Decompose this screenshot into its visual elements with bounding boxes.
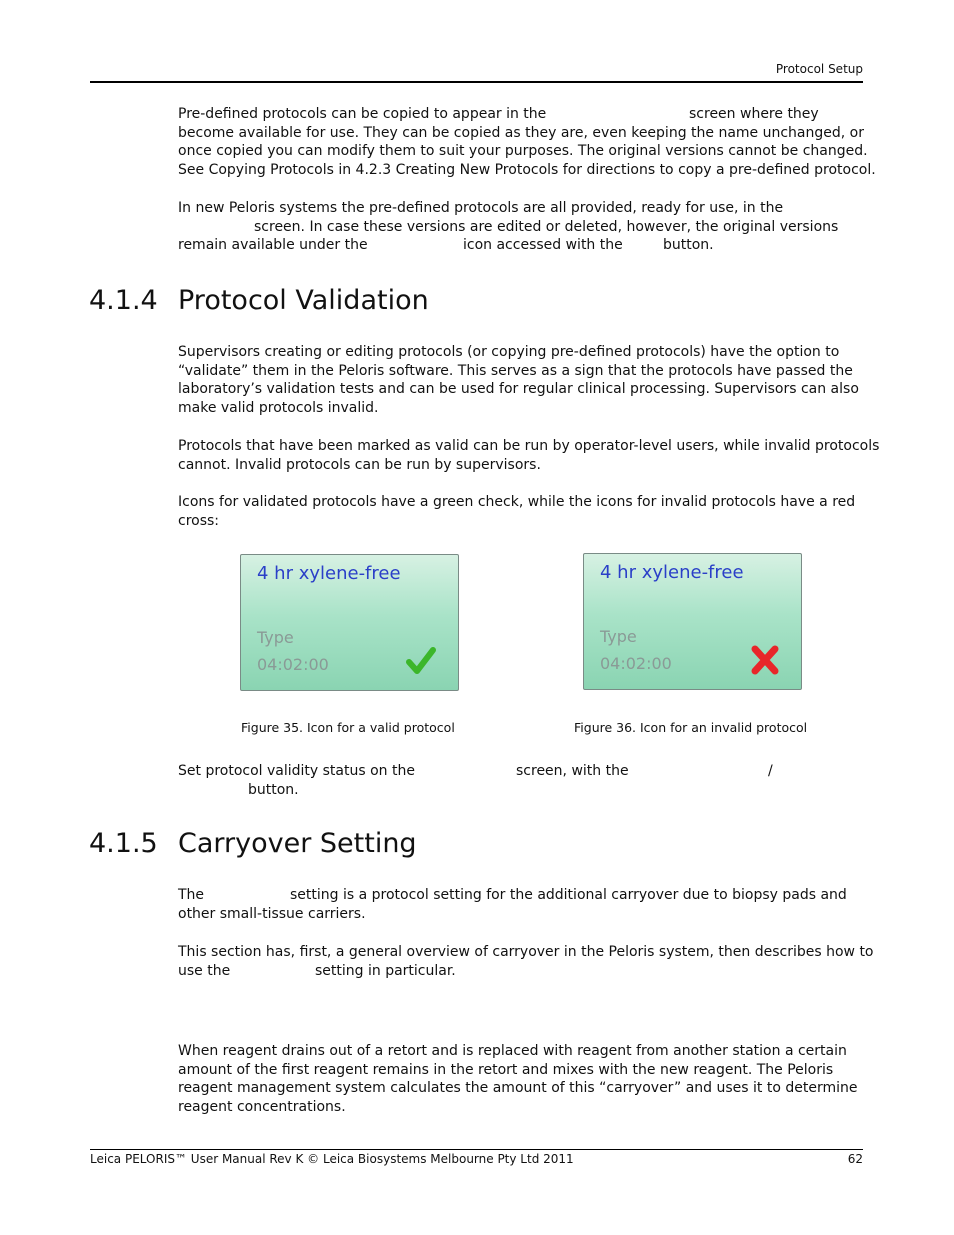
validation-paragraph-3 — [178, 493, 868, 530]
text-run: screen, with the — [516, 763, 629, 779]
section-title: Carryover Setting — [178, 828, 417, 859]
text-line: Icons for validated protocols have a green check, while the icons for invalid protocols have a red — [178, 494, 856, 510]
text-run: / — [768, 763, 773, 779]
text-line: reagent concentrations. — [178, 1099, 346, 1116]
text-line: once copied you can modify them to suit your purposes. The original versions cannot be changed. — [178, 143, 868, 160]
text-line: other small-tissue carriers. — [178, 905, 366, 922]
validation-paragraph-2 — [178, 437, 880, 474]
section-number: 4.1.5 — [89, 828, 158, 859]
protocol-type-label: Type — [600, 627, 637, 646]
text-run: screen where they — [689, 106, 819, 122]
carryover-paragraph-1 — [178, 886, 868, 923]
text-run: icon accessed with the — [463, 237, 623, 254]
text-run: setting in particular. — [315, 962, 456, 979]
text-line: amount of the first reagent remains in the retort and mixes with the new reagent. The Peloris — [178, 1061, 834, 1078]
text-run: The — [178, 887, 205, 903]
footer-copyright: Leica PELORIS™ User Manual Rev K © Leica Biosystems Melbourne Pty Ltd 2011 — [90, 1152, 574, 1166]
text-run: Set protocol validity status on the — [178, 763, 415, 779]
validation-paragraph-1 — [178, 343, 868, 418]
text-line: Supervisors creating or editing protocols (or copying pre-defined protocols) have the option to — [178, 344, 840, 360]
text-line: laboratory’s validation tests and can be used for regular clinical processing. Supervisors can also — [178, 381, 859, 398]
text-run: Pre-defined protocols can be copied to appear in the — [178, 106, 547, 122]
text-run: screen. In case these versions are edited or deleted, however, the original versions — [254, 218, 839, 235]
text-run: button. — [663, 237, 714, 254]
green-check-icon — [406, 646, 436, 676]
text-line: When reagent drains out of a retort and is replaced with reagent from another station a certain — [178, 1043, 847, 1059]
red-cross-icon — [751, 645, 779, 675]
text-line: reagent management system calculates the amount of this “carryover” and uses it to determine — [178, 1080, 858, 1097]
text-run: setting is a protocol setting for the additional carryover due to biopsy pads and — [290, 887, 847, 903]
footer-rule — [90, 1149, 863, 1150]
carryover-paragraph-2 — [178, 943, 874, 980]
protocol-icon-valid — [240, 554, 459, 691]
figure-caption-36: Figure 36. Icon for an invalid protocol — [574, 720, 808, 735]
figure-caption-35: Figure 35. Icon for a valid protocol — [241, 720, 455, 735]
text-line: make valid protocols invalid. — [178, 400, 379, 417]
section-number: 4.1.4 — [89, 285, 158, 316]
protocol-name: 4 hr xylene-free — [257, 563, 401, 584]
section-title: Protocol Validation — [178, 285, 429, 316]
text-line: This section has, first, a general overview of carryover in the Peloris system, then describes how to — [178, 944, 874, 960]
protocol-icon-invalid — [583, 553, 802, 690]
protocol-type-label: Type — [257, 628, 294, 647]
intro-paragraph-2 — [178, 199, 868, 255]
text-line: In new Peloris systems the pre-defined protocols are all provided, ready for use, in the — [178, 200, 784, 216]
section-heading-4-1-5 — [89, 828, 417, 859]
text-run: use the — [178, 962, 231, 979]
text-line: cannot. Invalid protocols can be run by supervisors. — [178, 456, 541, 473]
text-line: “validate” them in the Peloris software. This serves as a sign that the protocols have passed the — [178, 362, 853, 379]
text-line: cross: — [178, 512, 220, 529]
protocol-duration: 04:02:00 — [600, 654, 672, 673]
validation-paragraph-4 — [178, 762, 868, 799]
protocol-duration: 04:02:00 — [257, 655, 329, 674]
header-rule — [90, 81, 863, 83]
protocol-name: 4 hr xylene-free — [600, 562, 744, 583]
text-line: See Copying Protocols in 4.2.3 Creating New Protocols for directions to copy a pre-defined protocol. — [178, 162, 876, 179]
header-section-label: Protocol Setup — [775, 62, 863, 76]
section-heading-4-1-4 — [89, 285, 429, 316]
text-run: button. — [248, 781, 299, 798]
text-line: become available for use. They can be copied as they are, even keeping the name unchanged, or — [178, 124, 864, 141]
text-run: remain available under the — [178, 237, 368, 254]
carryover-paragraph-3 — [178, 1042, 868, 1117]
footer-page-number: 62 — [847, 1152, 863, 1166]
text-line: Protocols that have been marked as valid can be run by operator-level users, while invalid protocols — [178, 438, 880, 454]
intro-paragraph-1 — [178, 105, 876, 180]
